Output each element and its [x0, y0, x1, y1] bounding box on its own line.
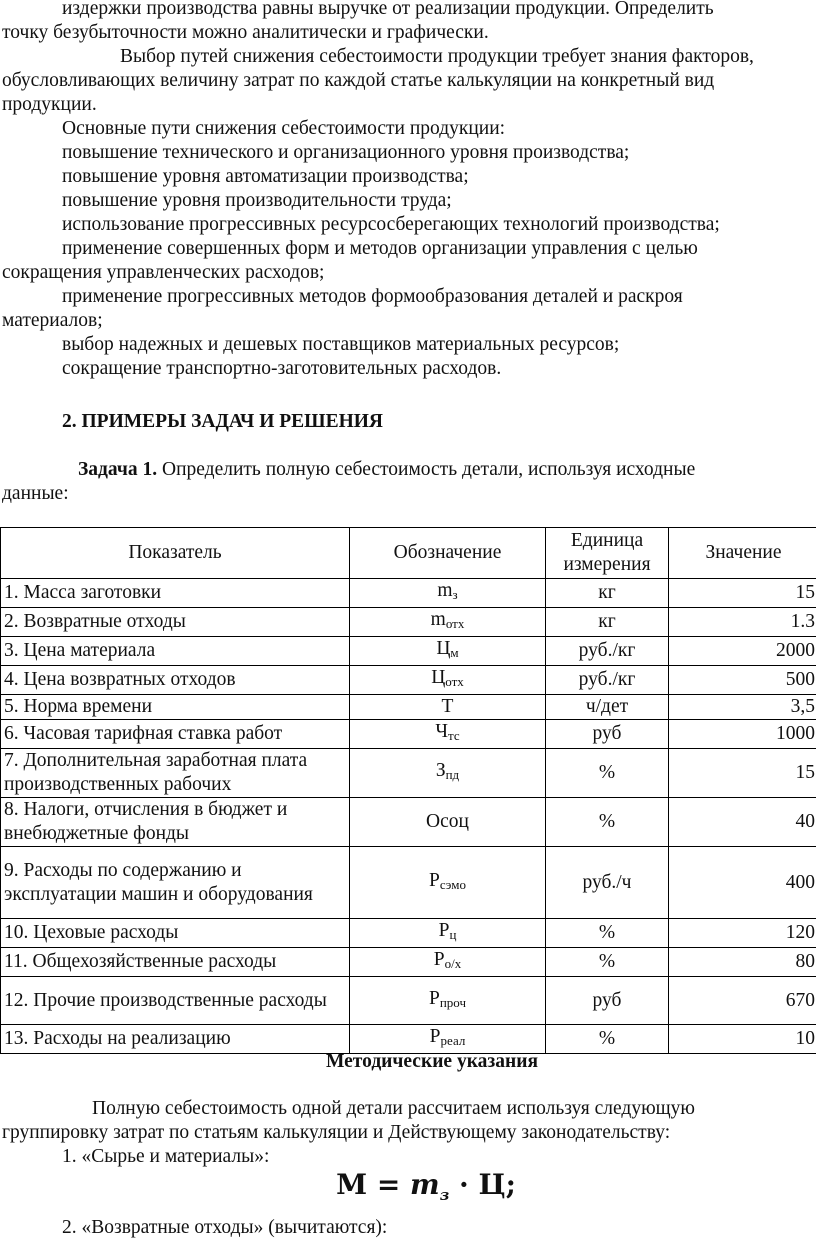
cell-indicator: 8. Налоги, отчисления в бюджет и внебюджетные фонды	[1, 798, 350, 847]
symbol-subscript: отх	[445, 616, 465, 631]
cell-value: 3,5	[669, 695, 816, 720]
header-unit: Единица измерения	[546, 528, 669, 579]
table-row	[1, 720, 816, 749]
symbol-base: Р	[438, 920, 450, 941]
cell-value: 400	[669, 847, 816, 919]
formula-lhs: M	[336, 1168, 368, 1201]
table-row	[1, 579, 816, 608]
cell-symbol	[350, 749, 546, 798]
task-text: Определить полную себестоимость детали, используя исходные	[157, 459, 696, 480]
cell-indicator: 6. Часовая тарифная ставка работ	[1, 720, 350, 749]
table-row	[1, 977, 816, 1025]
cell-unit: руб./ч	[546, 847, 669, 919]
symbol-base: Р	[428, 987, 440, 1009]
symbol-base: Ц	[431, 667, 446, 688]
cell-indicator: 7. Дополнительная заработная плата производственных рабочих	[1, 749, 350, 798]
task-statement-cont: данные:	[2, 483, 69, 504]
text-line: Основные пути снижения себестоимости продукции:	[62, 118, 506, 139]
symbol-base: З	[435, 760, 446, 781]
table-row	[1, 749, 816, 798]
table-row	[1, 666, 816, 695]
cell-value: 670	[669, 977, 816, 1025]
table-row	[1, 948, 816, 977]
cell-value: 40	[669, 798, 816, 847]
cell-indicator: 1. Масса заготовки	[1, 579, 350, 608]
symbol-subscript: проч	[439, 994, 467, 1010]
text-line: применение совершенных форм и методов организации управления с целью	[62, 238, 698, 259]
text-line: Выбор путей снижения себестоимости продукции требует знания факторов,	[120, 46, 754, 67]
cell-indicator: 5. Норма времени	[1, 695, 350, 720]
cell-unit: руб./кг	[546, 666, 669, 695]
symbol-subscript: тс	[448, 728, 460, 743]
table-row	[1, 637, 816, 666]
symbol-base: Т	[441, 696, 454, 717]
table-row	[1, 847, 816, 919]
symbol-subscript: пд	[445, 767, 460, 782]
text-line: применение прогрессивных методов формообразования деталей и раскроя	[62, 286, 683, 307]
symbol-base: m	[430, 609, 446, 630]
cell-symbol	[350, 977, 546, 1025]
text-line: сокращение транспортно-заготовительных расходов.	[62, 358, 502, 379]
text-line: сокращения управленческих расходов;	[2, 262, 325, 283]
cell-symbol	[350, 666, 546, 695]
symbol-subscript: отх	[445, 674, 464, 689]
cell-unit: %	[546, 798, 669, 847]
cell-value: 500	[669, 666, 816, 695]
cell-indicator: 12. Прочие производственные расходы	[1, 977, 350, 1025]
source-data-table	[0, 527, 816, 1054]
cell-unit: ч/дет	[546, 695, 669, 720]
cell-symbol	[350, 948, 546, 977]
cell-indicator: 3. Цена материала	[1, 637, 350, 666]
symbol-base: m	[437, 580, 453, 601]
cell-value: 2000	[669, 637, 816, 666]
formula-materials	[326, 1168, 526, 1212]
cell-unit: %	[546, 749, 669, 798]
symbol-subscript: ц	[449, 927, 457, 942]
method-line: Полную себестоимость одной детали рассчитаем используя следующую	[92, 1098, 695, 1119]
text-line: материалов;	[2, 310, 103, 331]
formula-sub: з	[439, 1186, 450, 1204]
cell-value: 1000	[669, 720, 816, 749]
cell-unit: %	[546, 1025, 669, 1054]
section-heading: 2. ПРИМЕРЫ ЗАДАЧ И РЕШЕНИЯ	[62, 411, 383, 432]
cell-unit: %	[546, 919, 669, 948]
cell-indicator: 11. Общехозяйственные расходы	[1, 948, 350, 977]
symbol-subscript: сэмо	[439, 876, 466, 892]
formula-eq: =	[376, 1168, 401, 1201]
text-line: повышение уровня производительности труда;	[62, 190, 452, 211]
cell-symbol	[350, 637, 546, 666]
text-line: повышение технического и организационного уровня производства;	[62, 142, 630, 163]
text-line: обусловливающих величину затрат по каждой статье калькуляции на конкретный вид	[2, 70, 715, 91]
table-row	[1, 695, 816, 720]
method-heading: Методические указания	[326, 1051, 539, 1072]
task-statement	[78, 458, 695, 482]
cell-unit: %	[546, 948, 669, 977]
cell-indicator: 9. Расходы по содержанию и эксплуатации машин и оборудования	[1, 847, 350, 919]
cell-value: 120	[669, 919, 816, 948]
cell-indicator: 13. Расходы на реализацию	[1, 1025, 350, 1054]
table-row	[1, 608, 816, 637]
symbol-subscript: м	[450, 645, 459, 660]
table-row	[1, 798, 816, 847]
cell-value: 10	[669, 1025, 816, 1054]
cell-symbol	[350, 579, 546, 608]
cell-symbol	[350, 798, 546, 847]
symbol-subscript: о/х	[444, 956, 462, 971]
symbol-base: Р	[429, 1026, 441, 1047]
header-indicator: Показатель	[1, 528, 350, 579]
cell-symbol	[350, 919, 546, 948]
cell-symbol	[350, 847, 546, 919]
formula-dot: ·	[459, 1168, 469, 1201]
cell-unit: кг	[546, 608, 669, 637]
cell-unit: руб	[546, 977, 669, 1025]
header-value: Значение	[669, 528, 816, 579]
symbol-base: Осоц	[426, 811, 469, 832]
symbol-base: Ц	[436, 638, 451, 659]
header-symbol: Обозначение	[350, 528, 546, 579]
text-line: продукции.	[2, 94, 97, 115]
cell-indicator: 10. Цеховые расходы	[1, 919, 350, 948]
cell-value: 15	[669, 749, 816, 798]
method-line: группировку затрат по статьям калькуляции и Действующему законодательству:	[2, 1122, 671, 1143]
cell-value: 1.3	[669, 608, 816, 637]
symbol-base: Р	[433, 949, 445, 970]
task-label: Задача 1.	[78, 459, 158, 480]
cell-unit: руб	[546, 720, 669, 749]
cell-indicator: 2. Возвратные отходы	[1, 608, 350, 637]
method-line: 1. «Сырье и материалы»:	[62, 1146, 270, 1167]
cell-symbol	[350, 695, 546, 720]
cell-unit: руб./кг	[546, 637, 669, 666]
table-header-row	[1, 528, 816, 579]
cell-symbol	[350, 608, 546, 637]
text-line: использование прогрессивных ресурсосберегающих технологий производства;	[62, 214, 720, 235]
cell-value: 15	[669, 579, 816, 608]
symbol-base: Р	[429, 869, 440, 891]
symbol-base: Ч	[435, 721, 449, 742]
text-line: выбор надежных и дешевых поставщиков материальных ресурсов;	[62, 334, 620, 355]
formula-m: m	[410, 1168, 440, 1201]
text-line: издержки производства равны выручке от реализации продукции. Определить	[62, 0, 714, 19]
table-row	[1, 919, 816, 948]
symbol-subscript: з	[452, 587, 458, 602]
formula-rhs: Ц;	[478, 1168, 516, 1201]
cell-indicator: 4. Цена возвратных отходов	[1, 666, 350, 695]
text-line: точку безубыточности можно аналитически и графически.	[2, 22, 489, 43]
cell-unit: кг	[546, 579, 669, 608]
cell-symbol	[350, 720, 546, 749]
text-line: повышение уровня автоматизации производства;	[62, 166, 469, 187]
symbol-subscript: реал	[440, 1033, 466, 1048]
returnable-waste-line: 2. «Возвратные отходы» (вычитаются):	[62, 1217, 388, 1238]
cell-value: 80	[669, 948, 816, 977]
